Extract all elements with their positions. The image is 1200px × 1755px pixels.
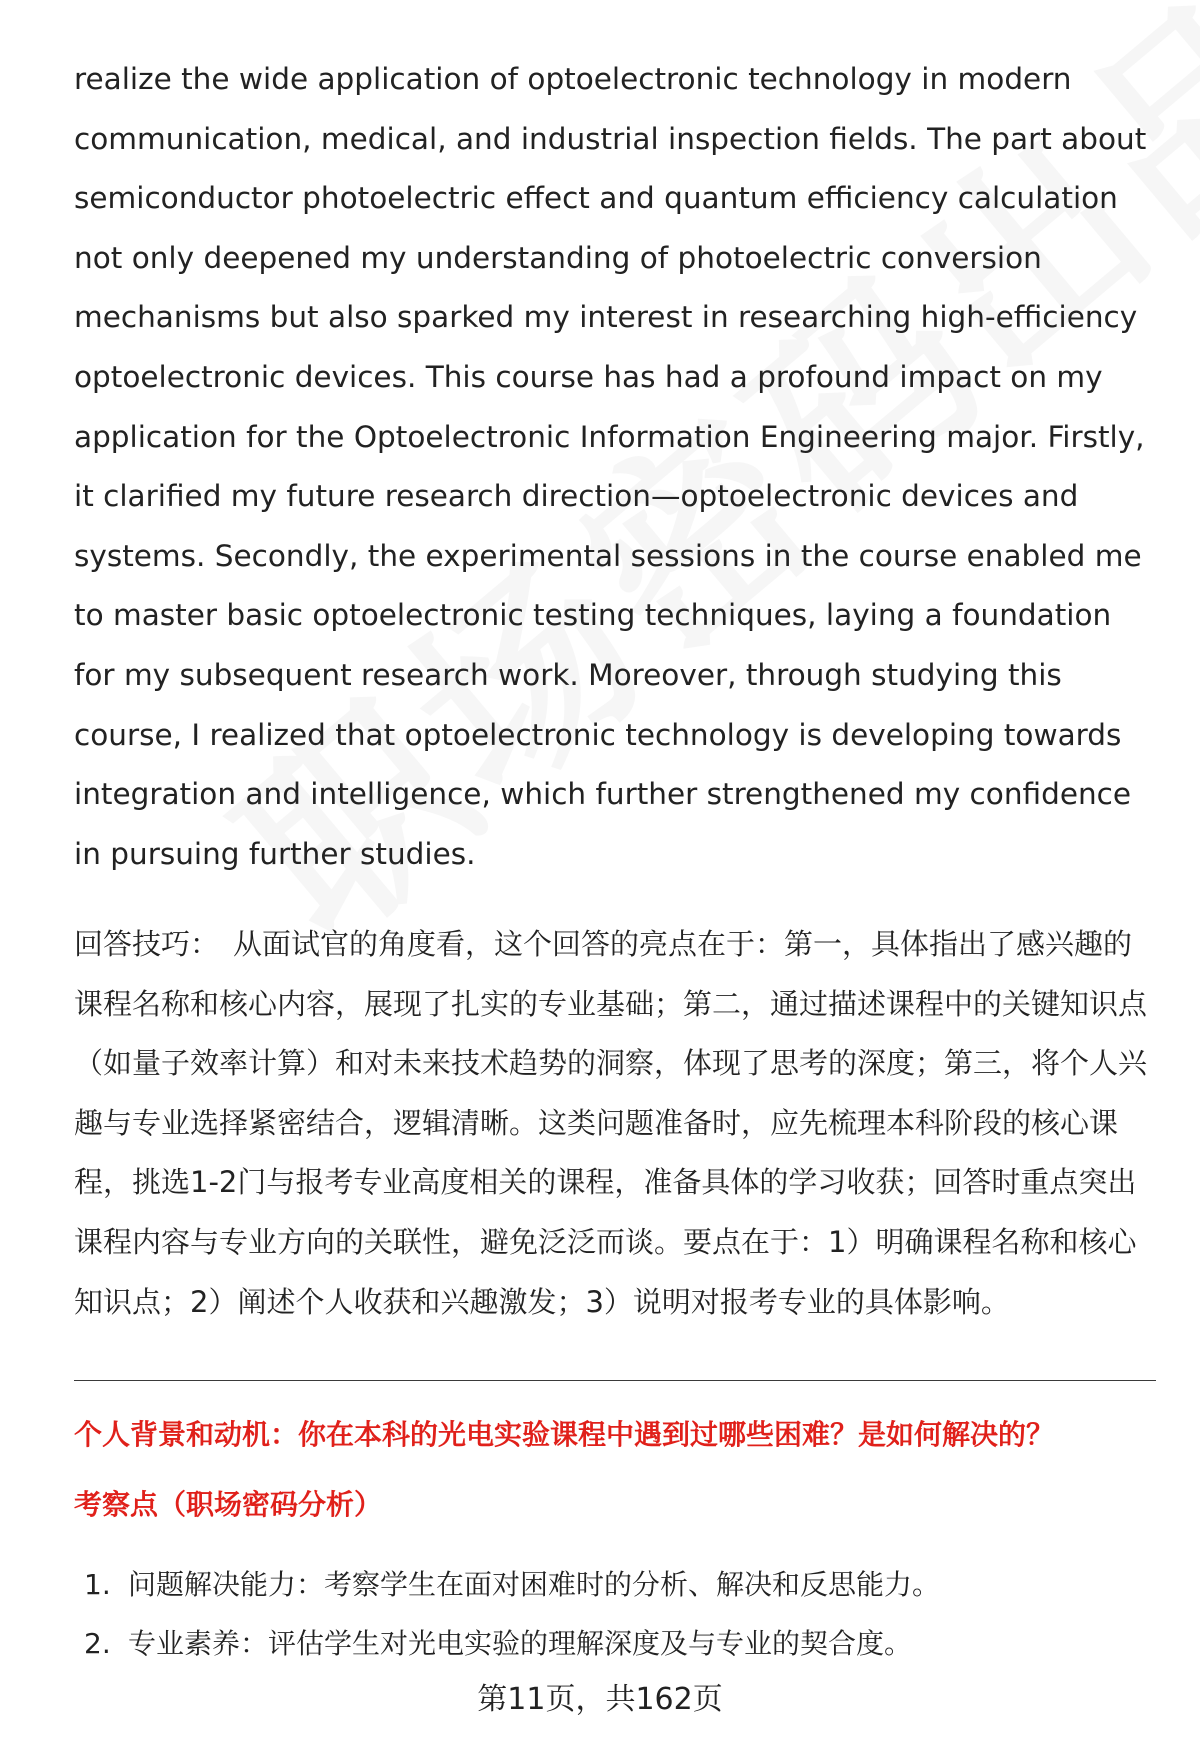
interview-question: 个人背景和动机：你在本科的光电实验课程中遇到过哪些困难？是如何解决的？ [74,1418,1055,1451]
assessment-points-list [84,1560,1164,1678]
page-number-footer: 第11页，共162页 [477,1682,723,1717]
list-item [84,1560,1164,1619]
list-item-number: 2. [84,1627,111,1660]
tips-text: 从面试官的角度看，这个回答的亮点在于：第一，具体指出了感兴趣的课程名称和核心内容，展现了扎实的专业基础；第二，通过描述课程中的关键知识点（如量子效率计算）和对未来技术趋势的洞察，体现了思考的深度；第三，将个人兴趣与专业选择紧密结合，逻辑清晰。这类问题准备时，应先梳理本科阶段的核心课程，挑选1-2门与报考专业高度相关的课程，准备具体的学习收获；回答时重点突出课程内容与专业方向的关联性，避免泛泛而谈。要点在于：1）明确课程名称和核心知识点；2）阐述个人收获和兴趣激发；3）说明对报考专业的具体影响。 [74,927,1148,1319]
assessment-points-title: 考察点（职场密码分析） [74,1488,383,1521]
list-item-number: 1. [84,1568,111,1601]
section-divider [74,1380,1156,1381]
list-item-text: 问题解决能力：考察学生在面对困难时的分析、解决和反思能力。 [128,1568,941,1601]
list-item [84,1619,1164,1678]
answer-tips-paragraph [74,915,1154,1332]
list-item-text: 专业素养：评估学生对光电实验的理解深度及与专业的契合度。 [128,1627,913,1660]
answer-paragraph: realize the wide application of optoelectronic technology in modern communication, medical, and industrial inspection fields. The part about semiconductor photoelectric effect and quantum efficiency calculation not only deepened my understanding of photoelectric conversion mechanisms but also sparked my interest in researching high-efficiency optoelectronic devices. This course has had a profound impact on my application for the Optoelectronic Information Engineering major. Firstly, it clarified my future research direction—optoelectronic devices and systems. Secondly, the experimental sessions in the course enabled me to master basic optoelectronic testing techniques, laying a foundation for my subsequent research work. Moreover, through studying this course, I realized that optoelectronic technology is developing towards integration and intelligence, which further strengthened my confidence in pursuing further studies. [74,62,1147,871]
tips-label: 回答技巧： [74,927,220,961]
